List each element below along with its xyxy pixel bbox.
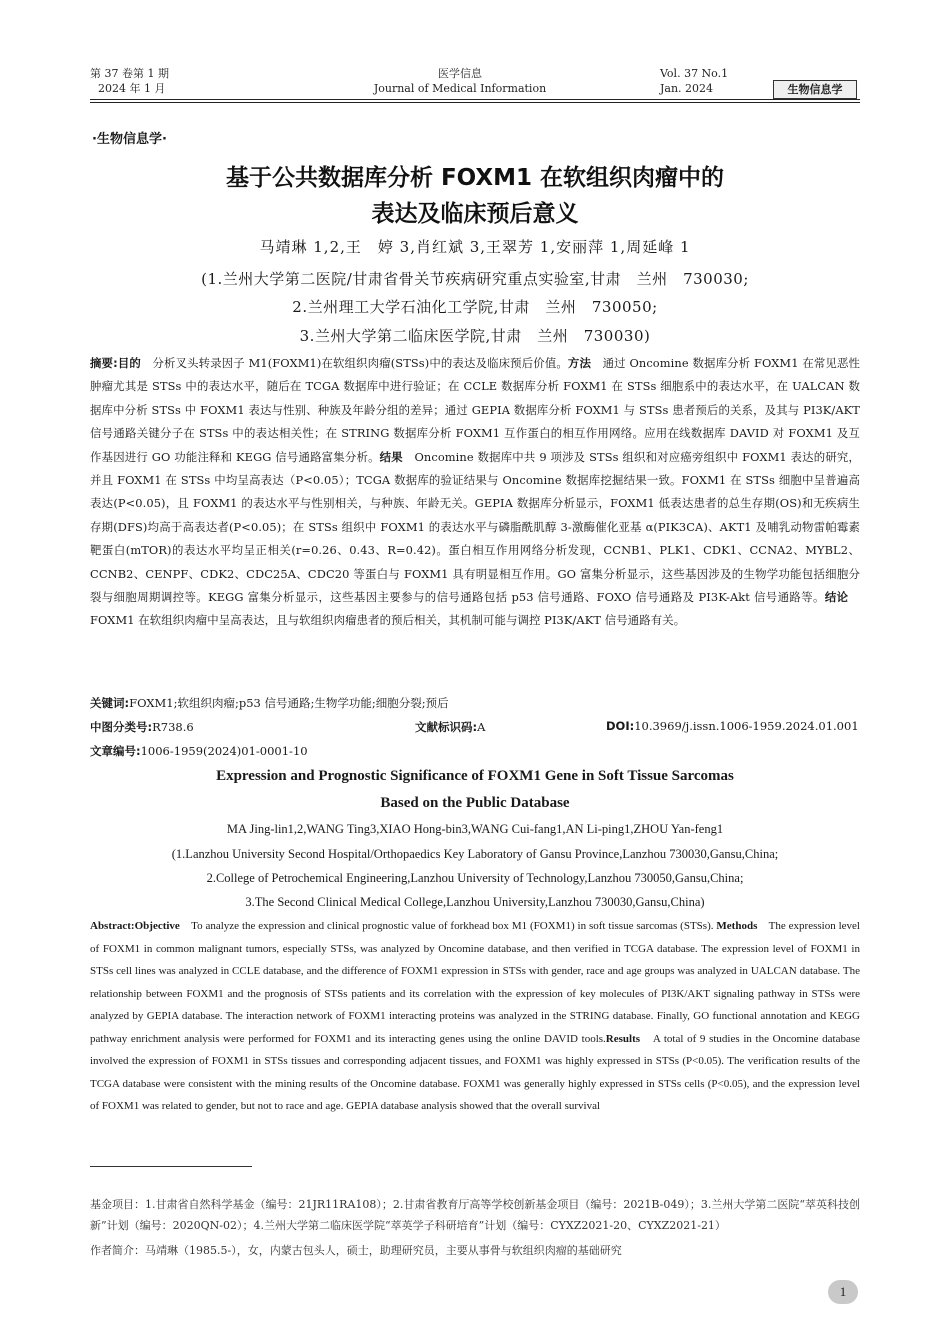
doc-code-text: A: [477, 720, 486, 734]
column-tag: ·生物信息学·: [92, 132, 167, 147]
doi-text: 10.3969/j.issn.1006-1959.2024.01.001: [634, 719, 859, 733]
affiliation-cn-2: 2.兰州理工大学石油化工学院,甘肃 兰州 730050;: [292, 298, 658, 316]
authors-cn: 马靖琳 1,2,王 婷 3,肖红斌 3,王翠芳 1,安丽萍 1,周延峰 1: [259, 238, 691, 256]
doi: [606, 719, 859, 733]
doi-label: DOI:: [606, 719, 635, 733]
affiliation-en-3: 3.The Second Clinical Medical College,Lanzhou University,Lanzhou 730030,Gansu,China): [245, 895, 705, 909]
objective-text-en: To analyze the expression and clinical prognostic value of forkhead box M1 (FOXM1) in soft tissue sarcomas (STSs).: [179, 920, 717, 932]
header-journal: [330, 66, 590, 96]
methods-text-cn: 通过 Oncomine 数据库分析 FOXM1 在常见恶性肿瘤尤其是 STSs 中的表达水平，随后在 TCGA 数据库中进行验证；在 CCLE 数据库分析 FOXM1 在 STSs 细胞系中的表达水平，在 UALCAN 数据库中分析 STSs 中 FOXM1 表达与性别、种族及年龄分组的差异；通过 GEPIA 数据库分析 FOXM1 与 STSs 患者预后的关系，及其与 PI3K/AKT 信号通路关键分子在 STSs 中的表达相关性；在 STRING 数据库分析 FOXM1 互作蛋白的相互作用网络。应用在线数据库 DAVID 对 FOXM1 及互作基因进行 GO 功能注释和 KEGG 信号通路富集分析。: [90, 356, 861, 464]
section-badge: 生物信息学: [773, 80, 857, 99]
results-text-cn: Oncomine 数据库中共 9 项涉及 STSs 组织和对应癌旁组织中 FOXM1 表达的研究，并且 FOXM1 在 STSs 中均呈高表达（P<0.05）；TCGA 数据库的验证结果与 Oncomine 数据库挖掘结果一致。FOXM1 在 STSs 细胞中呈普遍高表达(P<0.05)，且 FOXM1 的表达水平与性别相关，与种族、年龄无关。GEPIA 数据库分析显示，FOXM1 低表达患者的总生存期(OS)和无疾病生存期(DFS)均高于高表达者(P<0.05)；在 STSs 组织中 FOXM1 的表达水平与磷脂酰肌醇 3-激酶催化亚基 α(PIK3CA)、AKT1 及哺乳动物雷帕霉素靶蛋白(mTOR)的表达水平均呈正相关(r=0.26、0.43、R=0.42)。蛋白相互作用网络分析发现，CCNB1、PLK1、CDK1、CCNA2、MYBL2、CCNB2、CENPF、CDK2、CDC25A、CDC20 等蛋白与 FOXM1 具有明显相互作用。GO 富集分析显示，这些基因涉及的生物学功能包括细胞分裂与细胞周期调控等。KEGG 富集分析显示，这些基因主要参与的信号通路包括 p53 信号通路、FOXO 信号通路及 PI3K-Akt 信号通路等。: [90, 449, 861, 605]
header-volume: 第 37 卷第 1 期: [90, 67, 169, 80]
clc-text: R738.6: [152, 720, 194, 734]
conclusion-label-cn: 结论: [824, 590, 849, 605]
header-vol-no: Vol. 37 No.1: [660, 67, 729, 80]
footnote-rule: [90, 1166, 252, 1167]
footnote-fund: 基金项目：1.甘肃省自然科学基金（编号：21JR11RA108）；2.甘肃省教育厅高等学校创新基金项目（编号：2021B-049）；3.兰州大学第二医院“萃英科技创新”计划（编号：2020QN-02）；4.兰州大学第二临床医学院“萃英学子科研培育”计划（编号：CYXZ2021-20、CYXZ2021-21）: [90, 1198, 861, 1232]
clc-label: 中图分类号:: [90, 720, 153, 734]
title-cn-line1: 基于公共数据库分析 FOXM1 在软组织肉瘤中的: [225, 165, 725, 191]
header-volume-en: [660, 66, 770, 96]
document-code: [415, 719, 485, 735]
abstract-cn-label: 摘要:: [90, 356, 118, 370]
affiliation-cn-3: 3.兰州大学第二临床医学院,甘肃 兰州 730030): [299, 327, 651, 345]
clc-number: [90, 719, 194, 735]
results-text-en: A total of 9 studies in the Oncomine database involved the expression of FOXM1 in STSs tissues and corresponding adjacent tissues, and FOXM1 was highly expressed in STSs (P<0.05). The verification results of the TCGA database were consistent with the mining results of the Oncomine database. FOXM1 was generally highly expressed in STSs cells (P<0.05), and the expression level of FOXM1 was related to gender, but not to race and age. GEPIA database analysis showed that the overall survival: [90, 1032, 861, 1112]
header-date-en: Jan. 2024: [660, 82, 714, 95]
article-no-label: 文章编号:: [90, 744, 141, 758]
results-label-en: Results: [605, 1032, 641, 1045]
header-rule: [90, 99, 860, 100]
objective-label-cn: 目的: [117, 356, 141, 370]
header-journal-cn: 医学信息: [438, 67, 482, 80]
header-rule-thin: [90, 102, 860, 103]
objective-label-en: Objective: [134, 920, 180, 932]
abstract-en-label: Abstract:: [90, 920, 135, 932]
doc-code-label: 文献标识码:: [415, 720, 478, 734]
footnote-author: 作者简介：马靖琳（1985.5-），女，内蒙古包头人，硕士，助理研究员，主要从事骨与软组织肉瘤的基础研究: [90, 1244, 622, 1257]
article-number: [90, 743, 308, 759]
header-date-cn: 2024 年 1 月: [98, 82, 166, 95]
authors-en: MA Jing-lin1,2,WANG Ting3,XIAO Hong-bin3,WANG Cui-fang1,AN Li-ping1,ZHOU Yan-feng1: [226, 822, 724, 836]
header-volume-info: [90, 66, 169, 96]
affiliation-en-1: (1.Lanzhou University Second Hospital/Orthopaedics Key Laboratory of Gansu Province,Lanzhou 730030,Gansu,China;: [171, 847, 779, 861]
results-label-cn: 结果: [379, 449, 403, 464]
methods-label-cn: 方法: [567, 356, 592, 370]
conclusion-text-cn: FOXM1 在软组织肉瘤中呈高表达，且与软组织肉瘤患者的预后相关，其机制可能与调控 PI3K/AKT 信号通路有关。: [90, 590, 860, 628]
keywords: [90, 695, 449, 711]
objective-text-cn: 分析叉头转录因子 M1(FOXM1)在软组织肉瘤(STSs)中的表达及临床预后价值。: [140, 356, 568, 370]
title-en-line1: Expression and Prognostic Significance of FOXM1 Gene in Soft Tissue Sarcomas: [216, 768, 734, 784]
keywords-label: 关键词:: [90, 696, 130, 710]
affiliation-en-2: 2.College of Petrochemical Engineering,Lanzhou University of Technology,Lanzhou 730050,Gansu,China;: [206, 871, 744, 885]
title-en-line2: Based on the Public Database: [380, 795, 570, 811]
abstract-en: [90, 915, 860, 1118]
page-number: 1: [828, 1280, 858, 1304]
abstract-cn: [90, 352, 860, 633]
keywords-text: FOXM1;软组织肉瘤;p53 信号通路;生物学功能;细胞分裂;预后: [129, 696, 449, 710]
methods-text-en: The expression level of FOXM1 in common malignant tumors, especially STSs, was analyzed by Oncomine database, and then verified in TCGA database. The expression level of FOXM1 in STSs cell lines was analyzed in CCLE database, and the difference of FOXM1 expression in STSs with gender, race and age groups was analyzed in UALCAN database. The relationship between FOXM1 and the prognosis of STSs patients and its correlation with the expression of key molecules of PI3K/AKT signaling pathway in STSs were analyzed by GEPIA database. The interaction network of FOXM1 interacting proteins was analyzed in the STRING database. Finally, GO functional annotation and KEGG pathway enrichment analysis were performed for FOXM1 and its interacting genes using the online DAVID tools.: [90, 920, 860, 1045]
affiliation-cn-1: (1.兰州大学第二医院/甘肃省骨关节疾病研究重点实验室,甘肃 兰州 730030;: [201, 270, 749, 288]
methods-label-en: Methods: [716, 920, 758, 932]
title-cn-line2: 表达及临床预后意义: [371, 201, 579, 227]
article-no-text: 1006-1959(2024)01-0001-10: [140, 744, 308, 758]
header-journal-en: Journal of Medical Information: [373, 82, 547, 95]
